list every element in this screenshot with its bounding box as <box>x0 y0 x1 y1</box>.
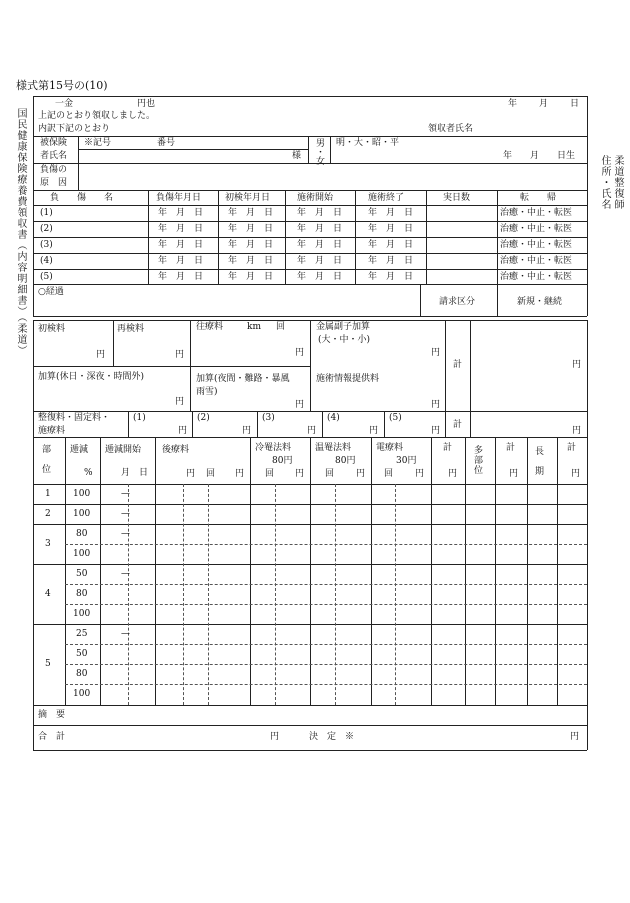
reduction-rate: 100 <box>73 489 91 499</box>
detail-subtotal-yen: 円 <box>448 469 458 479</box>
post-treatment-total-yen: 円 <box>235 469 245 479</box>
injury-row-number: (2) <box>40 224 53 234</box>
reduction-item-number: (2) <box>197 413 210 423</box>
first-visit-ymd: 年 月 日 <box>228 272 274 282</box>
injury-name-header: 負 傷 名 <box>50 193 114 203</box>
reduction-rate: 80 <box>76 589 88 599</box>
injury-row-number: (4) <box>40 256 53 266</box>
insured-label-a: 被保険 <box>40 138 68 148</box>
injury-row-number: (5) <box>40 272 53 282</box>
receipt-day-label: 日 <box>570 99 580 109</box>
reduction-item-number: (3) <box>262 413 275 423</box>
progress-label: ○経過 <box>38 287 64 297</box>
info-fee-label: 施術情報提供料 <box>316 374 380 384</box>
reduction-rate: 50 <box>76 569 88 579</box>
reduction-rate-header: 逓減 <box>70 445 89 455</box>
address-name-label: 住所・氏名 <box>599 155 610 210</box>
reduction-start-md: 月 日 <box>121 468 149 478</box>
electrotherapy-count: 回 <box>384 469 394 479</box>
reduction-fee-label-b: 施療料 <box>38 426 66 436</box>
injury-date-ymd: 年 月 日 <box>158 240 204 250</box>
multi-part-header-c: 位 <box>474 466 484 476</box>
post-treatment-yen: 円 <box>186 469 196 479</box>
fees-total-label: 計 <box>453 360 463 370</box>
receipt-year-label: 年 <box>508 99 518 109</box>
reduction-item-number: (5) <box>389 413 402 423</box>
grand-subtotal-yen: 円 <box>571 469 581 479</box>
km-label: km <box>247 322 261 332</box>
part-number: 4 <box>45 589 51 599</box>
metal-splint-label: 金属副子加算 <box>316 322 371 332</box>
surcharge-night-yen: 円 <box>295 400 305 410</box>
re-exam-fee-label: 再検料 <box>117 324 145 334</box>
treatment-start-header: 施術開始 <box>297 193 334 203</box>
electrotherapy-header: 電療料 <box>376 443 404 453</box>
reduction-total-label: 計 <box>453 420 463 430</box>
reduction-total-yen: 円 <box>572 426 582 436</box>
no-start-dash: — <box>121 529 130 539</box>
reduction-rate: 25 <box>76 629 88 639</box>
practitioner-label: 柔道整復師 <box>612 155 623 210</box>
reduction-item-yen: 円 <box>431 426 441 436</box>
no-start-dash: — <box>121 629 130 639</box>
part-header-a: 部 <box>42 445 52 455</box>
info-fee-yen: 円 <box>431 400 441 410</box>
yen-nari-label: 円也 <box>137 99 156 109</box>
warm-compress-header: 温罨法料 <box>315 443 352 453</box>
reduction-rate: 100 <box>73 549 91 559</box>
outcome-options: 治癒・中止・転医 <box>500 240 573 250</box>
splint-size-label: (大・中・小) <box>318 335 371 345</box>
visit-count-label: 回 <box>276 322 286 332</box>
claim-category-value: 新規・継続 <box>517 297 563 307</box>
era-label: 明・大・昭・平 <box>336 138 400 148</box>
injury-date-header: 負傷年月日 <box>156 193 202 203</box>
cold-compress-header: 冷罨法料 <box>255 443 292 453</box>
cause-label-b: 原 因 <box>40 178 68 188</box>
decision-label: 決 定 ※ <box>309 732 355 742</box>
breakdown-statement: 内訳下記のとおり <box>38 124 111 134</box>
claim-category-label: 請求区分 <box>439 297 476 307</box>
part-number: 1 <box>45 489 51 499</box>
cause-label-a: 負傷の <box>40 165 68 175</box>
detail-subtotal-header: 計 <box>443 443 453 453</box>
ichikin-label: 一金 <box>55 99 74 109</box>
first-visit-ymd: 年 月 日 <box>228 240 274 250</box>
outcome-header: 転 帰 <box>520 193 557 203</box>
outcome-options: 治癒・中止・転医 <box>500 224 573 234</box>
first-visit-ymd: 年 月 日 <box>228 256 274 266</box>
total-yen: 円 <box>270 732 280 742</box>
reduction-item-yen: 円 <box>178 426 188 436</box>
no-start-dash: — <box>121 569 130 579</box>
first-exam-yen: 円 <box>96 350 106 360</box>
end-ymd: 年 月 日 <box>368 224 414 234</box>
re-exam-yen: 円 <box>175 350 185 360</box>
fees-total-yen: 円 <box>572 360 582 370</box>
sama-label: 様 <box>292 151 302 161</box>
reduction-rate: 80 <box>76 669 88 679</box>
injury-row-number: (1) <box>40 208 53 218</box>
part-number: 2 <box>45 509 51 519</box>
treatment-end-header: 施術終了 <box>368 193 405 203</box>
outcome-options: 治癒・中止・転医 <box>500 208 573 218</box>
reduction-item-yen: 円 <box>307 426 317 436</box>
end-ymd: 年 月 日 <box>368 272 414 282</box>
start-ymd: 年 月 日 <box>297 224 343 234</box>
injury-date-ymd: 年 月 日 <box>158 224 204 234</box>
reduction-rate: 50 <box>76 649 88 659</box>
reduction-rate: 100 <box>73 609 91 619</box>
start-ymd: 年 月 日 <box>297 208 343 218</box>
first-exam-fee-label: 初検料 <box>38 324 66 334</box>
receipt-month-label: 月 <box>539 99 549 109</box>
reduction-start-header: 逓減開始 <box>105 445 142 455</box>
multi-part-total-yen: 円 <box>509 469 519 479</box>
multi-part-header-b: 部 <box>474 456 484 466</box>
house-call-fee-label: 往療料 <box>196 322 224 332</box>
outcome-options: 治癒・中止・転医 <box>500 256 573 266</box>
cold-compress-price: 80円 <box>272 456 293 466</box>
first-visit-ymd: 年 月 日 <box>228 208 274 218</box>
injury-row-number: (3) <box>40 240 53 250</box>
post-treatment-header: 後療料 <box>162 445 190 455</box>
start-ymd: 年 月 日 <box>297 256 343 266</box>
long-term-header-b: 期 <box>535 467 545 477</box>
house-call-yen: 円 <box>295 348 305 358</box>
no-start-dash: — <box>121 489 130 499</box>
reduction-item-number: (4) <box>327 413 340 423</box>
reduction-rate: 100 <box>73 509 91 519</box>
total-label: 合 計 <box>38 732 66 742</box>
post-treatment-count: 回 <box>206 469 216 479</box>
end-ymd: 年 月 日 <box>368 256 414 266</box>
summary-label: 摘 要 <box>38 710 66 720</box>
reduction-item-yen: 円 <box>369 426 379 436</box>
part-number: 3 <box>45 539 51 549</box>
injury-date-ymd: 年 月 日 <box>158 256 204 266</box>
warm-compress-yen: 円 <box>356 469 366 479</box>
outcome-options: 治癒・中止・転医 <box>500 272 573 282</box>
surcharge-night-label-a: 加算(夜間・難路・暴風 <box>196 374 290 384</box>
multi-part-total-header: 計 <box>506 443 516 453</box>
warm-compress-count: 回 <box>325 469 335 479</box>
surcharge-holiday-label: 加算(休日・深夜・時間外) <box>38 372 145 382</box>
receipt-statement: 上記のとおり領収しました。 <box>38 111 156 121</box>
part-header-b: 位 <box>42 465 52 475</box>
end-ymd: 年 月 日 <box>368 240 414 250</box>
symbol-label: ※記号 <box>84 138 112 148</box>
metal-splint-yen: 円 <box>431 348 441 358</box>
percent-label: % <box>84 468 93 478</box>
birth-date-label: 年 月 日生 <box>503 151 576 161</box>
injury-date-ymd: 年 月 日 <box>158 272 204 282</box>
no-start-dash: — <box>121 509 130 519</box>
end-ymd: 年 月 日 <box>368 208 414 218</box>
electrotherapy-yen: 円 <box>415 469 425 479</box>
reduction-item-yen: 円 <box>242 426 252 436</box>
grand-subtotal-header: 計 <box>567 443 577 453</box>
warm-compress-price: 80円 <box>335 456 356 466</box>
cold-compress-yen: 円 <box>295 469 305 479</box>
start-ymd: 年 月 日 <box>297 240 343 250</box>
reduction-rate: 100 <box>73 689 91 699</box>
number-label: 番号 <box>157 138 176 148</box>
surcharge-night-label-b: 雨雪) <box>196 387 218 397</box>
sex-label: 男・女 <box>314 138 324 165</box>
side-title: 国民健康保険療養費領収書（内容明細書）（柔道） <box>15 108 26 356</box>
reduction-fee-label-a: 整復料・固定料・ <box>38 413 111 423</box>
recipient-name-label: 領収者氏名 <box>428 124 474 134</box>
long-term-header-a: 長 <box>535 447 545 457</box>
decision-yen: 円 <box>570 732 580 742</box>
reduction-rate: 80 <box>76 529 88 539</box>
insured-label-b: 者氏名 <box>40 151 68 161</box>
part-number: 5 <box>45 659 51 669</box>
electrotherapy-price: 30円 <box>396 456 417 466</box>
surcharge-holiday-yen: 円 <box>175 397 185 407</box>
cold-compress-count: 回 <box>265 469 275 479</box>
first-visit-header: 初検年月日 <box>225 193 271 203</box>
reduction-item-number: (1) <box>133 413 146 423</box>
days-header: 実日数 <box>443 193 471 203</box>
start-ymd: 年 月 日 <box>297 272 343 282</box>
first-visit-ymd: 年 月 日 <box>228 224 274 234</box>
injury-date-ymd: 年 月 日 <box>158 208 204 218</box>
multi-part-header-a: 多 <box>474 446 484 456</box>
form-number: 様式第15号の(10) <box>16 79 108 92</box>
